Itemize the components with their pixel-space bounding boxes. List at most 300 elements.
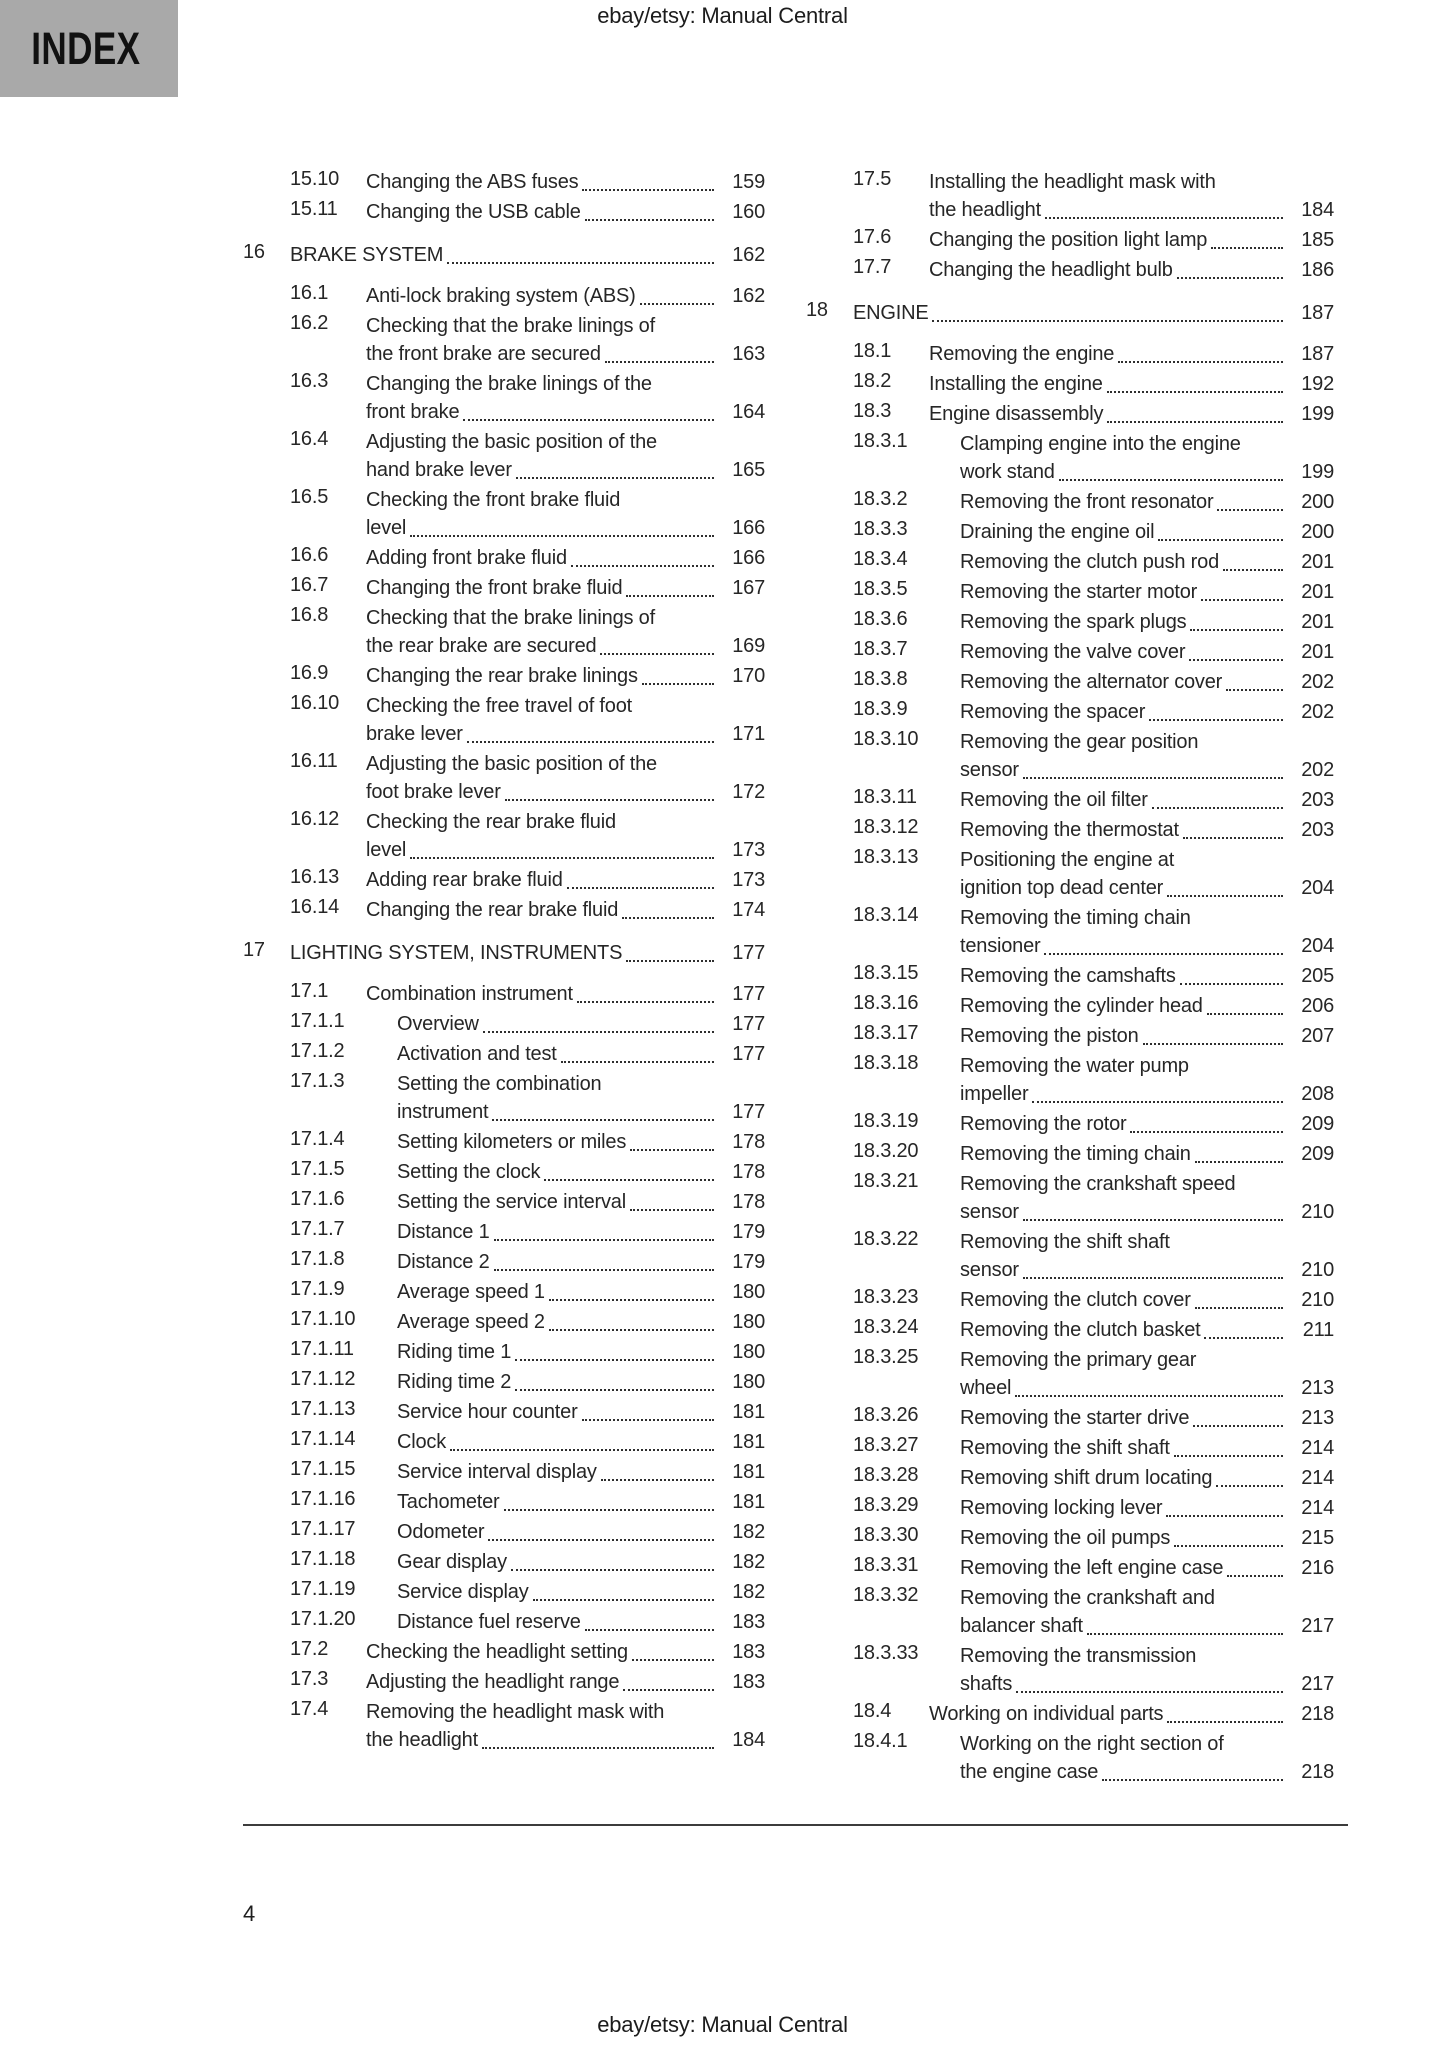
toc-entry-page: 167	[732, 577, 765, 599]
dot-leader	[601, 1458, 714, 1481]
dot-leader	[544, 1158, 714, 1181]
toc-entry	[806, 578, 1334, 606]
toc-entry	[806, 1052, 1334, 1108]
toc-entry-number: 18.3.25	[853, 1346, 919, 1368]
dot-leader	[1207, 992, 1283, 1015]
toc-entry-number: 18.3.10	[853, 728, 919, 750]
toc-entry-title: foot brake lever	[366, 781, 501, 803]
toc-entry	[806, 1700, 1334, 1728]
toc-entry-page: 178	[732, 1191, 765, 1213]
toc-entry	[806, 518, 1334, 546]
toc-entry-number: 16.12	[290, 808, 340, 830]
toc-entry-number: 15.10	[290, 168, 340, 190]
toc-entry-title: Adjusting the basic position of the	[366, 431, 657, 453]
toc-entry-number: 18.3.29	[853, 1494, 919, 1516]
toc-entry	[806, 1554, 1334, 1582]
toc-entry-title: Removing the gear position	[960, 731, 1199, 753]
toc-entry-title: Activation and test	[397, 1043, 557, 1065]
toc-entry-title: BRAKE SYSTEM	[290, 244, 444, 266]
toc-entry-number: 18.3.20	[853, 1140, 919, 1162]
toc-entry-title: impeller	[960, 1083, 1029, 1105]
toc-entry-page: 179	[732, 1221, 765, 1243]
toc-entry-title: Checking the free travel of foot	[366, 695, 632, 717]
toc-entry-title: Installing the engine	[929, 373, 1103, 395]
toc-entry-number: 17.1.7	[290, 1218, 345, 1240]
toc-entry-number: 16.7	[290, 574, 329, 596]
toc-entry-page: 184	[732, 1729, 765, 1751]
toc-entry	[806, 488, 1334, 516]
toc-entry	[243, 1608, 765, 1636]
toc-entry-title: Removing the alternator cover	[960, 671, 1223, 693]
toc-section-entry	[243, 939, 765, 967]
toc-entry-number: 17.6	[853, 226, 892, 248]
toc-entry-page: 182	[732, 1581, 765, 1603]
toc-entry-page: 180	[732, 1371, 765, 1393]
toc-entry-title: hand brake lever	[366, 459, 512, 481]
toc-entry-page: 166	[732, 547, 765, 569]
dot-leader	[488, 1518, 714, 1541]
dot-leader	[1044, 932, 1283, 955]
toc-entry-title: Changing the rear brake fluid	[366, 899, 619, 921]
toc-entry-page: 206	[1301, 995, 1334, 1017]
toc-entry-page: 171	[732, 723, 765, 745]
toc-entry-number: 18.3.9	[853, 698, 908, 720]
toc-entry-page: 183	[732, 1671, 765, 1693]
dot-leader	[483, 1010, 714, 1033]
dot-leader	[567, 866, 714, 889]
toc-entry-title: Removing the crankshaft and	[960, 1587, 1215, 1609]
toc-entry	[806, 256, 1334, 284]
toc-entry-page: 213	[1301, 1407, 1334, 1429]
toc-entry	[243, 1548, 765, 1576]
toc-entry-title: tensioner	[960, 935, 1041, 957]
toc-entry-title: Overview	[397, 1013, 479, 1035]
toc-entry-title: work stand	[960, 461, 1055, 483]
dot-leader	[1211, 226, 1283, 249]
toc-entry-number: 16.6	[290, 544, 329, 566]
toc-entry	[243, 168, 765, 196]
toc-entry-title: Combination instrument	[366, 983, 573, 1005]
toc-entry-title: Removing the water pump	[960, 1055, 1189, 1077]
toc-entry	[243, 808, 765, 864]
toc-entry-number: 17.4	[290, 1698, 329, 1720]
toc-entry-page: 203	[1301, 789, 1334, 811]
toc-entry-page: 182	[732, 1521, 765, 1543]
dot-leader	[1087, 1612, 1283, 1635]
dot-leader	[585, 1608, 714, 1631]
toc-entry-title: sensor	[960, 1259, 1019, 1281]
toc-entry-title: Removing the thermostat	[960, 819, 1179, 841]
toc-entry-page: 187	[1301, 302, 1334, 324]
dot-leader	[1189, 638, 1283, 661]
toc-entry	[243, 1278, 765, 1306]
dot-leader	[1166, 1494, 1283, 1517]
toc-entry-title: Removing the timing chain	[960, 907, 1191, 929]
toc-entry-title: sensor	[960, 1201, 1019, 1223]
dot-leader	[1023, 1198, 1283, 1221]
toc-entry	[243, 1698, 765, 1754]
toc-entry	[243, 370, 765, 426]
toc-entry-page: 211	[1302, 1319, 1334, 1341]
toc-entry-title: Removing the starter drive	[960, 1407, 1190, 1429]
toc-entry-page: 181	[732, 1491, 765, 1513]
dot-leader	[932, 299, 1283, 322]
toc-entry-number: 18.3.15	[853, 962, 919, 984]
toc-entry-number: 16.3	[290, 370, 329, 392]
toc-entry-number: 18.3.32	[853, 1584, 919, 1606]
toc-entry-title: the engine case	[960, 1761, 1099, 1783]
footer-divider-line	[243, 1824, 1348, 1826]
toc-entry-number: 17.2	[290, 1638, 329, 1660]
toc-entry	[806, 668, 1334, 696]
toc-entry-page: 184	[1301, 199, 1334, 221]
toc-entry-page: 210	[1301, 1289, 1334, 1311]
toc-entry-number: 18.3.22	[853, 1228, 919, 1250]
dot-leader	[1195, 1286, 1283, 1309]
toc-entry-number: 17.1.11	[290, 1338, 354, 1360]
toc-entry-title: Anti-lock braking system (ABS)	[366, 285, 636, 307]
toc-entry-number: 18.3.27	[853, 1434, 919, 1456]
dot-leader	[1158, 518, 1283, 541]
toc-entry-title: Removing locking lever	[960, 1497, 1163, 1519]
toc-entry-page: 214	[1301, 1437, 1334, 1459]
toc-entry-title: the headlight	[929, 199, 1041, 221]
toc-entry-number: 16.5	[290, 486, 329, 508]
toc-entry-page: 209	[1301, 1113, 1334, 1135]
dot-leader	[515, 1338, 714, 1361]
toc-entry-number: 18.3.1	[853, 430, 908, 452]
toc-entry-title: Riding time 1	[397, 1341, 512, 1363]
toc-entry-page: 201	[1301, 551, 1334, 573]
toc-entry-title: Removing the shift shaft	[960, 1231, 1170, 1253]
toc-entry	[243, 1488, 765, 1516]
toc-entry-number: 17.1.4	[290, 1128, 345, 1150]
toc-entry	[243, 428, 765, 484]
toc-entry-title: Removing the clutch cover	[960, 1289, 1191, 1311]
toc-entry-number: 17.1.17	[290, 1518, 356, 1540]
toc-entry-page: 199	[1301, 403, 1334, 425]
toc-entry-number: 17	[243, 939, 265, 961]
toc-entry-page: 192	[1301, 373, 1334, 395]
toc-entry-page: 213	[1301, 1377, 1334, 1399]
toc-entry	[806, 1730, 1334, 1786]
toc-entry-title: Removing the engine	[929, 343, 1115, 365]
toc-entry-number: 17.7	[853, 256, 892, 278]
toc-entry-page: 210	[1301, 1259, 1334, 1281]
dot-leader	[410, 836, 714, 859]
toc-entry	[243, 544, 765, 572]
dot-leader	[605, 340, 714, 363]
page-footer-title: ebay/etsy: Manual Central	[597, 2012, 848, 2037]
dot-leader	[1143, 1022, 1283, 1045]
toc-entry-number: 18.3.19	[853, 1110, 919, 1132]
toc-entry-page: 181	[732, 1431, 765, 1453]
toc-entry-number: 18.3.11	[853, 786, 917, 808]
toc-entry-number: 17.3	[290, 1668, 329, 1690]
toc-entry-page: 217	[1301, 1673, 1334, 1695]
toc-entry	[806, 226, 1334, 254]
toc-entry-title: Checking the rear brake fluid	[366, 811, 616, 833]
dot-leader	[626, 939, 714, 962]
dot-leader	[1023, 1256, 1283, 1279]
dot-leader	[482, 1726, 714, 1749]
toc-entry-number: 15.11	[290, 198, 338, 220]
toc-entry-number: 18.3.21	[853, 1170, 919, 1192]
toc-entry-number: 17.1.19	[290, 1578, 356, 1600]
toc-entry-page: 163	[732, 343, 765, 365]
toc-entry-number: 17.1.8	[290, 1248, 345, 1270]
toc-entry	[806, 962, 1334, 990]
toc-entry-page: 182	[732, 1551, 765, 1573]
toc-entry	[806, 430, 1334, 486]
toc-entry-number: 18.3.14	[853, 904, 919, 926]
toc-entry-title: Service interval display	[397, 1461, 597, 1483]
toc-entry-title: Riding time 2	[397, 1371, 512, 1393]
toc-entry	[243, 312, 765, 368]
toc-entry-number: 16.9	[290, 662, 329, 684]
toc-entry-title: level	[366, 839, 407, 861]
toc-entry	[243, 282, 765, 310]
toc-entry-title: balancer shaft	[960, 1615, 1083, 1637]
toc-entry-number: 16.8	[290, 604, 329, 626]
dot-leader	[1152, 786, 1283, 809]
toc-entry-title: Removing the crankshaft speed	[960, 1173, 1236, 1195]
toc-entry-title: Tachometer	[397, 1491, 500, 1513]
toc-entry	[806, 608, 1334, 636]
toc-entry-number: 18.2	[853, 370, 892, 392]
toc-entry-page: 201	[1301, 581, 1334, 603]
toc-entry-title: Checking the headlight setting	[366, 1641, 628, 1663]
dot-leader	[450, 1428, 714, 1451]
toc-entry	[806, 1642, 1334, 1698]
toc-entry-page: 216	[1301, 1557, 1334, 1579]
dot-leader	[1195, 1140, 1283, 1163]
toc-entry-page: 162	[732, 285, 765, 307]
dot-leader	[1223, 548, 1283, 571]
toc-entry	[243, 604, 765, 660]
dot-leader	[1107, 370, 1283, 393]
toc-entry	[243, 750, 765, 806]
toc-entry-number: 16.4	[290, 428, 329, 450]
toc-entry-title: Adding rear brake fluid	[366, 869, 563, 891]
index-tab-label: INDEX	[31, 22, 141, 74]
dot-leader	[1226, 668, 1283, 691]
toc-entry-page: 200	[1301, 521, 1334, 543]
toc-entry-page: 186	[1301, 259, 1334, 281]
dot-leader	[1177, 256, 1283, 279]
toc-entry-title: Setting the service interval	[397, 1191, 626, 1213]
toc-entry-page: 179	[732, 1251, 765, 1273]
toc-entry-page: 180	[732, 1341, 765, 1363]
dot-leader	[632, 1638, 714, 1661]
toc-entry-title: Removing the primary gear	[960, 1349, 1197, 1371]
toc-entry	[243, 1398, 765, 1426]
toc-entry-page: 202	[1301, 701, 1334, 723]
toc-entry-page: 180	[732, 1311, 765, 1333]
toc-entry-number: 18.3.30	[853, 1524, 919, 1546]
toc-entry	[806, 1140, 1334, 1168]
toc-entry-number: 17.1.5	[290, 1158, 345, 1180]
toc-entry-page: 202	[1301, 759, 1334, 781]
toc-entry-title: level	[366, 517, 407, 539]
toc-entry-page: 173	[732, 869, 765, 891]
toc-entry-title: Odometer	[397, 1521, 485, 1543]
toc-entry	[243, 574, 765, 602]
toc-entry-title: Checking the front brake fluid	[366, 489, 621, 511]
toc-entry-title: ENGINE	[853, 302, 929, 324]
toc-entry-title: Changing the rear brake linings	[366, 665, 638, 687]
toc-entry	[243, 1040, 765, 1068]
toc-entry	[806, 698, 1334, 726]
toc-entry-page: 183	[732, 1611, 765, 1633]
toc-entry-page: 180	[732, 1281, 765, 1303]
toc-entry-number: 17.1.1	[290, 1010, 345, 1032]
toc-entry-title: Changing the ABS fuses	[366, 171, 579, 193]
toc-entry-title: Removing the spacer	[960, 701, 1146, 723]
toc-entry-title: Average speed 2	[397, 1311, 545, 1333]
toc-entry-number: 18.3.7	[853, 638, 908, 660]
toc-entry-number: 17.1.10	[290, 1308, 356, 1330]
toc-entry-number: 17.1.2	[290, 1040, 345, 1062]
dot-leader	[516, 456, 714, 479]
index-tab	[0, 0, 178, 97]
toc-entry-number: 17.1.14	[290, 1428, 356, 1450]
dot-leader	[642, 662, 714, 685]
toc-entry-title: the rear brake are secured	[366, 635, 597, 657]
toc-entry	[243, 1638, 765, 1666]
toc-entry-title: Removing the front resonator	[960, 491, 1214, 513]
toc-entry-title: Setting the combination	[397, 1073, 602, 1095]
dot-leader	[1102, 1758, 1283, 1781]
toc-entry-number: 18.4.1	[853, 1730, 908, 1752]
toc-entry-number: 18.3.8	[853, 668, 908, 690]
toc-entry-title: instrument	[397, 1101, 489, 1123]
toc-entry-number: 18.3.28	[853, 1464, 919, 1486]
toc-entry-title: Clamping engine into the engine	[960, 433, 1241, 455]
toc-entry-number: 17.1.6	[290, 1188, 345, 1210]
toc-entry-title: Setting kilometers or miles	[397, 1131, 627, 1153]
toc-entry-number: 16.13	[290, 866, 340, 888]
toc-entry-number: 18.3.13	[853, 846, 919, 868]
dot-leader	[1180, 962, 1283, 985]
toc-entry	[243, 1188, 765, 1216]
toc-entry-number: 17.1.16	[290, 1488, 356, 1510]
toc-entry-title: Engine disassembly	[929, 403, 1104, 425]
toc-entry-title: Removing the clutch push rod	[960, 551, 1219, 573]
toc-entry-title: Checking that the brake linings of	[366, 315, 655, 337]
toc-entry-page: 208	[1301, 1083, 1334, 1105]
page-number: 4	[243, 1901, 256, 1926]
toc-entry-page: 205	[1301, 965, 1334, 987]
toc-entry-title: wheel	[960, 1377, 1012, 1399]
toc-entry-number: 17.1.12	[290, 1368, 356, 1390]
toc-entry-title: LIGHTING SYSTEM, INSTRUMENTS	[290, 942, 623, 964]
toc-entry-number: 17.1.15	[290, 1458, 356, 1480]
dot-leader	[1045, 196, 1283, 219]
toc-entry	[243, 1458, 765, 1486]
toc-entry-title: Removing the left engine case	[960, 1557, 1224, 1579]
toc-entry-page: 177	[732, 1101, 765, 1123]
toc-entry	[243, 1158, 765, 1186]
toc-entry-title: Removing the oil pumps	[960, 1527, 1171, 1549]
dot-leader	[1149, 698, 1283, 721]
toc-entry	[243, 980, 765, 1008]
toc-entry-title: Removing the cylinder head	[960, 995, 1203, 1017]
toc-entry-title: Setting the clock	[397, 1161, 541, 1183]
toc-entry-number: 18.3.31	[853, 1554, 919, 1576]
toc-entry	[806, 1022, 1334, 1050]
dot-leader	[582, 168, 714, 191]
dot-leader	[1023, 756, 1283, 779]
toc-entry-page: 210	[1301, 1201, 1334, 1223]
dot-leader	[600, 632, 714, 655]
dot-leader	[623, 1668, 714, 1691]
toc-entry-page: 166	[732, 517, 765, 539]
toc-entry-number: 18.3.4	[853, 548, 908, 570]
dot-leader	[1216, 1464, 1283, 1487]
toc-entry-page: 181	[732, 1401, 765, 1423]
dot-leader	[582, 1398, 714, 1421]
toc-entry-number: 17.1	[290, 980, 329, 1002]
toc-entry-title: Service hour counter	[397, 1401, 578, 1423]
dot-leader	[626, 574, 714, 597]
toc-entry	[243, 198, 765, 226]
toc-entry	[806, 904, 1334, 960]
dot-leader	[571, 544, 714, 567]
dot-leader	[515, 1368, 714, 1391]
dot-leader	[1204, 1316, 1283, 1339]
toc-entry-number: 17.5	[853, 168, 892, 190]
toc-entry-title: Adding front brake fluid	[366, 547, 567, 569]
toc-entry	[806, 370, 1334, 398]
toc-entry	[806, 400, 1334, 428]
toc-entry-title: Changing the front brake fluid	[366, 577, 623, 599]
toc-entry-page: 170	[732, 665, 765, 687]
toc-entry	[806, 1346, 1334, 1402]
toc-entry	[243, 1518, 765, 1546]
toc-entry-page: 174	[732, 899, 765, 921]
toc-entry-number: 17.1.13	[290, 1398, 356, 1420]
dot-leader	[1118, 340, 1283, 363]
toc-entry-number: 16.14	[290, 896, 340, 918]
toc-entry	[806, 168, 1334, 224]
toc-entry	[806, 548, 1334, 576]
toc-column-left	[243, 168, 765, 1756]
toc-entry	[243, 1368, 765, 1396]
toc-entry-title: Working on the right section of	[960, 1733, 1224, 1755]
toc-entry-page: 204	[1301, 935, 1334, 957]
toc-entry-number: 18.3.23	[853, 1286, 919, 1308]
toc-entry-number: 18.1	[853, 340, 892, 362]
toc-entry	[806, 340, 1334, 368]
toc-entry-title: Changing the USB cable	[366, 201, 581, 223]
toc-entry	[806, 1464, 1334, 1492]
toc-entry-number: 17.1.3	[290, 1070, 345, 1092]
toc-column-right	[806, 168, 1334, 1788]
dot-leader	[447, 241, 714, 264]
dot-leader	[410, 514, 714, 537]
toc-entry-page: 181	[732, 1461, 765, 1483]
dot-leader	[577, 980, 714, 1003]
dot-leader	[1130, 1110, 1283, 1133]
toc-entry	[243, 1010, 765, 1038]
toc-entry-page: 214	[1301, 1467, 1334, 1489]
toc-entry	[243, 1578, 765, 1606]
toc-entry-title: Installing the headlight mask with	[929, 171, 1216, 193]
toc-entry	[243, 662, 765, 690]
toc-entry-title: Average speed 1	[397, 1281, 545, 1303]
toc-entry-page: 162	[732, 244, 765, 266]
